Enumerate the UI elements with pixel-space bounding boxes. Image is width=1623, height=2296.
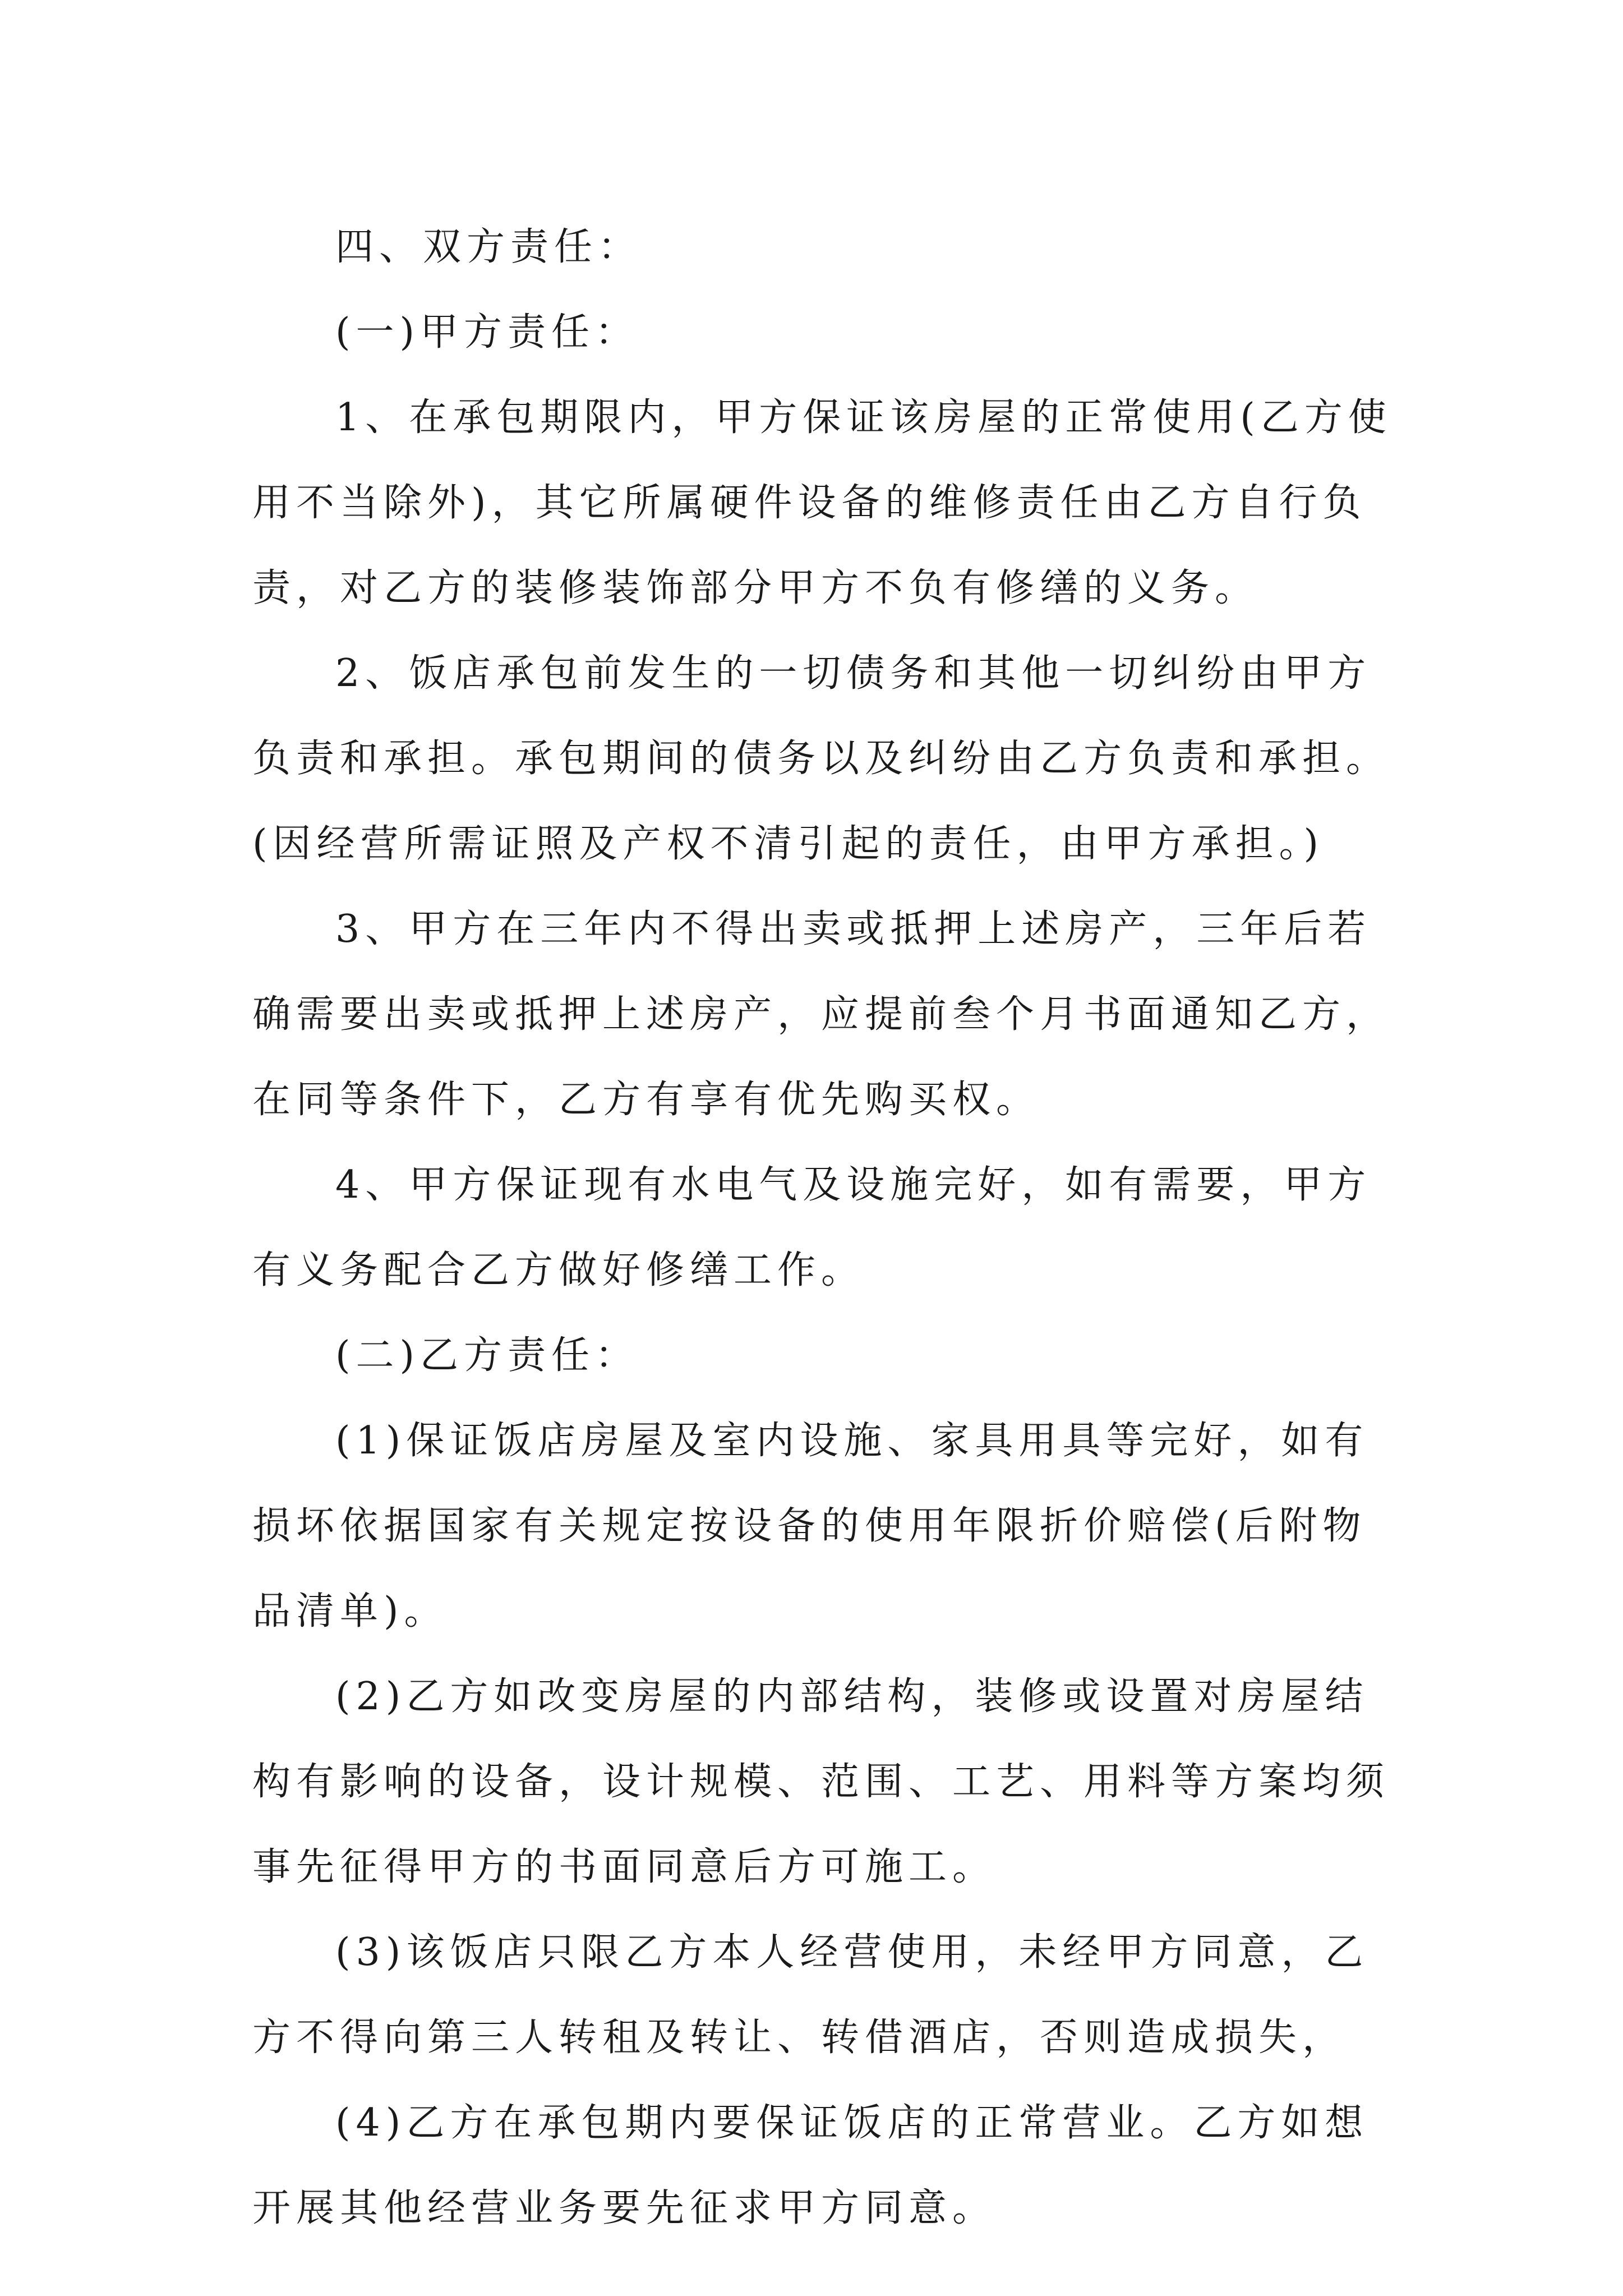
paragraph bbox=[252, 375, 1392, 631]
paragraph bbox=[252, 1313, 1378, 1398]
paragraph-line: 在同等条件下，乙方有享有优先购买权。 bbox=[252, 1078, 1040, 1122]
paragraph-line: (4)乙方在承包期内要保证饭店的正常营业。乙方如想 bbox=[335, 2101, 1369, 2145]
paragraph-line: 事先征得甲方的书面同意后方可施工。 bbox=[252, 1845, 997, 1889]
paragraph-line: (2)乙方如改变房屋的内部结构，装修或设置对房屋结 bbox=[335, 1674, 1369, 1719]
paragraph bbox=[252, 2081, 1378, 2251]
paragraph-line: 开展其他经营业务要先征求甲方同意。 bbox=[252, 2186, 997, 2230]
paragraph-line: 用不当除外)，其它所属硬件设备的维修责任由乙方自行负 bbox=[252, 481, 1367, 525]
paragraph-line: 负责和承担。承包期间的债务以及纠纷由乙方负责和承担。 bbox=[252, 737, 1390, 781]
paragraph bbox=[252, 290, 1378, 375]
paragraph-line: 有义务配合乙方做好修缮工作。 bbox=[252, 1248, 865, 1292]
paragraph-line: 责，对乙方的装修装饰部分甲方不负有修缮的义务。 bbox=[252, 566, 1259, 610]
paragraph-line: 3、甲方在三年内不得出卖或抵押上述房产，三年后若 bbox=[335, 907, 1372, 951]
paragraph-line: 4、甲方保证现有水电气及设施完好，如有需要，甲方 bbox=[335, 1163, 1372, 1207]
paragraph bbox=[252, 1398, 1378, 1654]
paragraph-line: 2、饭店承包前发生的一切债务和其他一切纠纷由甲方 bbox=[335, 651, 1372, 696]
paragraph-line: (1)保证饭店房屋及室内设施、家具用具等完好，如有 bbox=[335, 1419, 1369, 1463]
paragraph-line: 四、双方责任： bbox=[335, 225, 642, 269]
paragraph-line: 1、在承包期限内，甲方保证该房屋的正常使用(乙方使 bbox=[335, 395, 1392, 440]
paragraph-line: (一)甲方责任： bbox=[335, 310, 639, 355]
paragraph bbox=[252, 205, 1378, 290]
paragraph-line: 品清单)。 bbox=[252, 1589, 448, 1634]
paragraph-line: 确需要出卖或抵押上述房产，应提前叁个月书面通知乙方， bbox=[252, 992, 1390, 1037]
paragraph-line: 损坏依据国家有关规定按设备的使用年限折价赔偿(后附物 bbox=[252, 1504, 1367, 1548]
paragraph bbox=[252, 631, 1390, 887]
paragraph bbox=[252, 1654, 1390, 1910]
paragraph-line: (3)该饭店只限乙方本人经营使用，未经甲方同意，乙 bbox=[335, 1930, 1369, 1975]
paragraph-line: 方不得向第三人转租及转让、转借酒店，否则造成损失， bbox=[252, 2016, 1347, 2060]
document-body bbox=[252, 205, 1392, 2251]
paragraph bbox=[252, 1143, 1378, 1313]
paragraph-line: (二)乙方责任： bbox=[335, 1333, 639, 1378]
paragraph bbox=[252, 1910, 1378, 2081]
paragraph-line: (因经营所需证照及产权不清引起的责任，由甲方承担。) bbox=[252, 822, 1325, 866]
paragraph-line: 构有影响的设备，设计规模、范围、工艺、用料等方案均须 bbox=[252, 1760, 1390, 1804]
paragraph bbox=[252, 887, 1390, 1143]
